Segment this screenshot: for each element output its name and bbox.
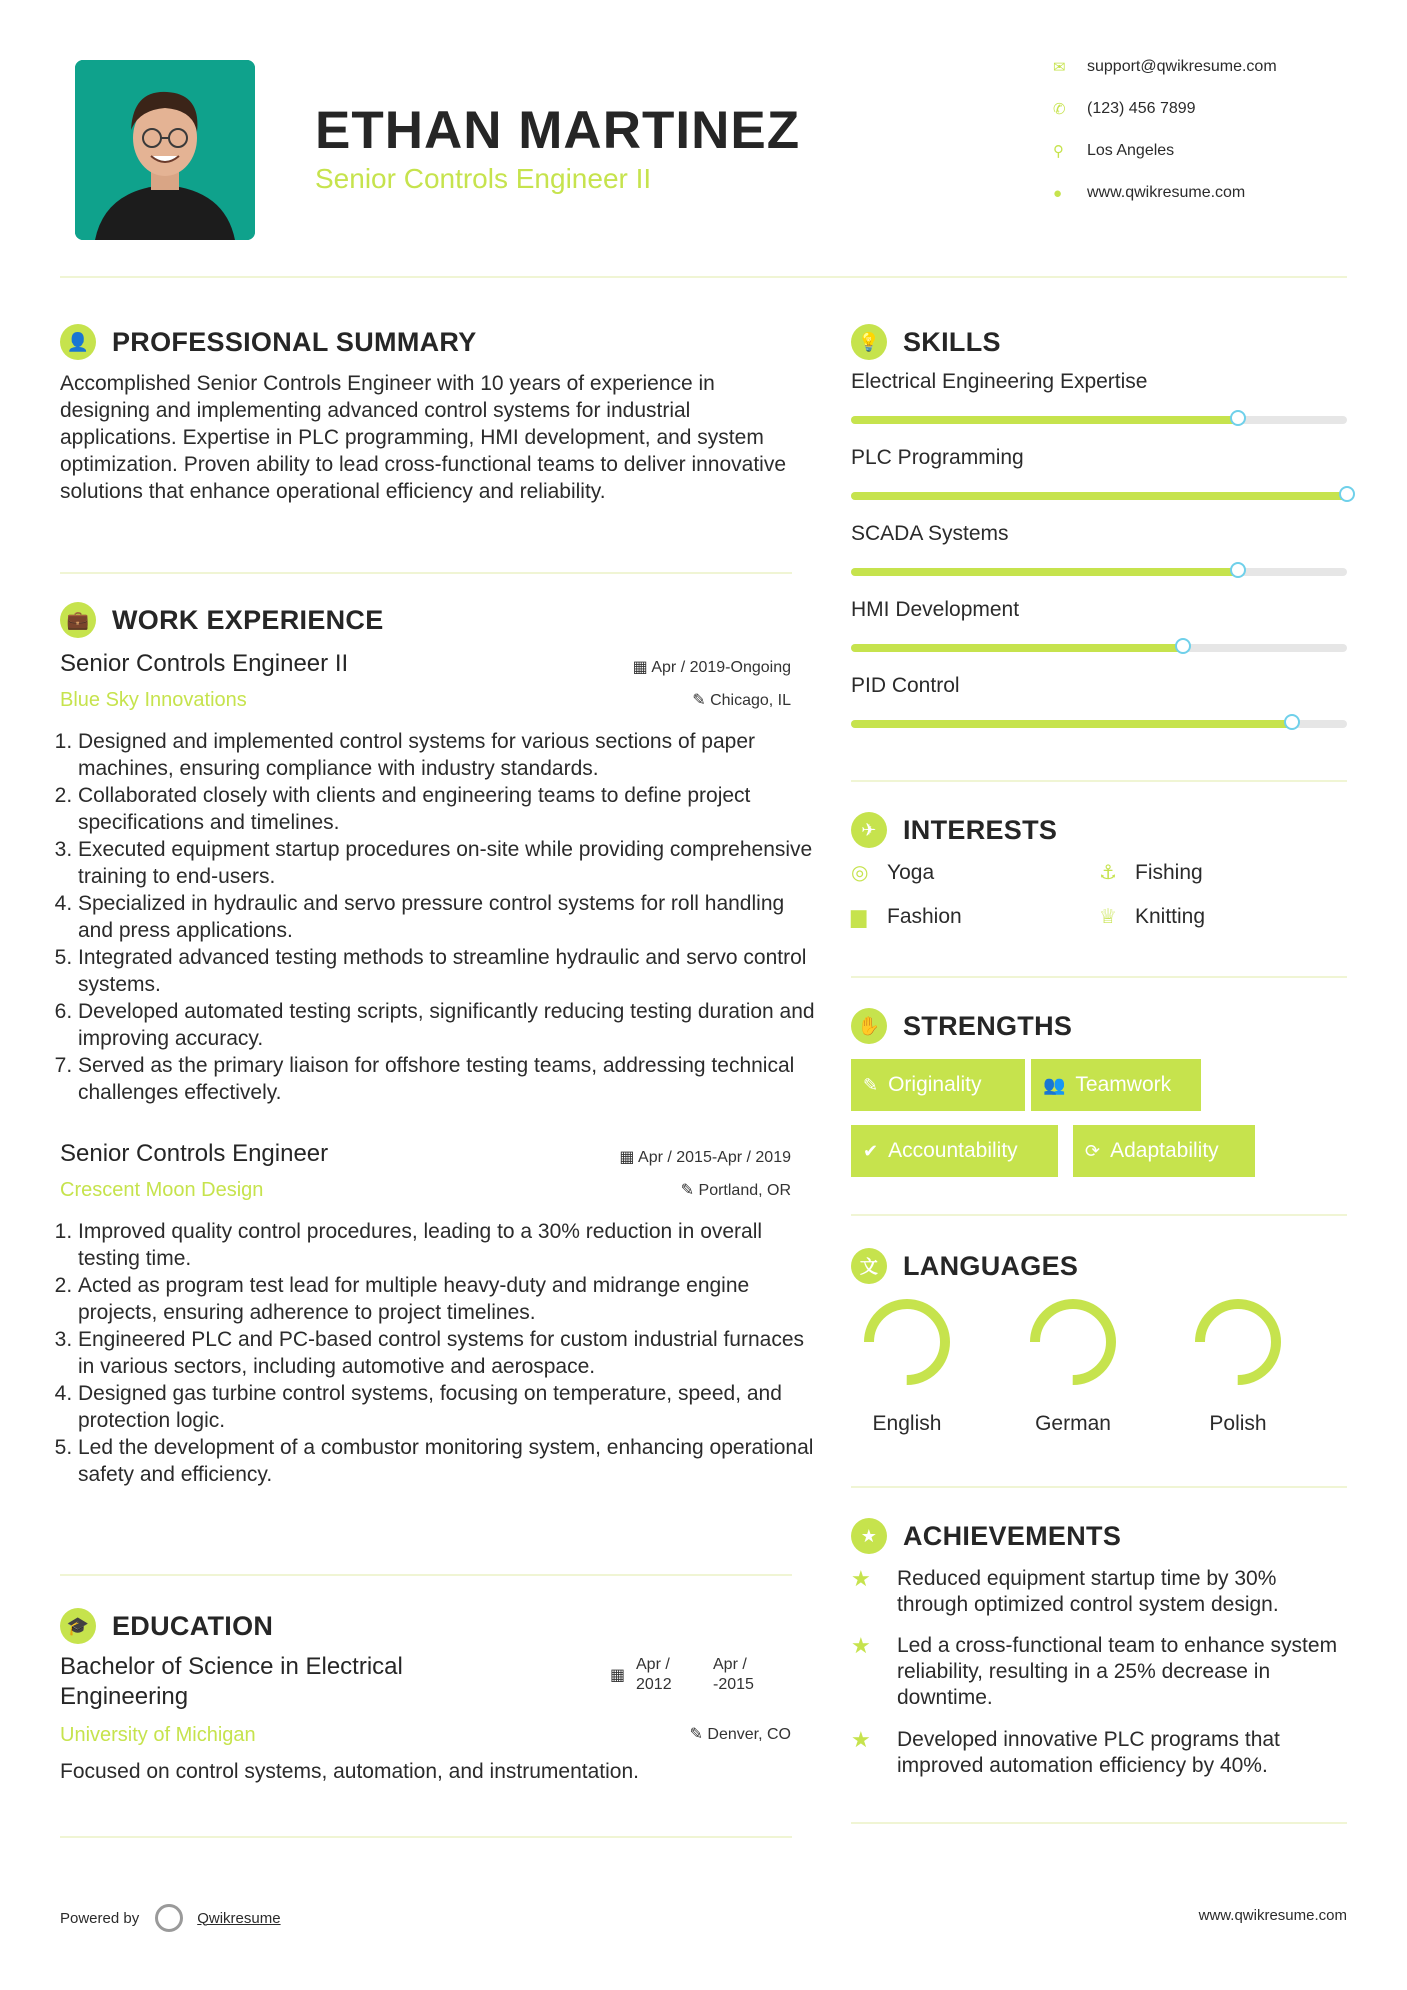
job-location	[692, 690, 791, 710]
degree-line: Engineering	[60, 1683, 189, 1710]
powered-by-label: Powered by	[60, 1909, 140, 1927]
interest-label: Yoga	[887, 860, 935, 884]
candidate-name: ETHAN MARTINEZ	[315, 101, 801, 160]
language-label: English	[872, 1412, 942, 1435]
skill-bar-knob	[1339, 486, 1355, 502]
language-ring	[1192, 1296, 1284, 1388]
section-strengths	[851, 1008, 1072, 1044]
users-icon: 👥	[1043, 1074, 1066, 1095]
strength-chip	[851, 1059, 1025, 1111]
header-divider	[60, 276, 1347, 278]
job-location-text: Portland, OR	[698, 1182, 791, 1199]
section-heading: INTERESTS	[903, 814, 1058, 845]
interest-item	[851, 904, 962, 929]
job-title: Senior Controls Engineer	[60, 1140, 329, 1167]
skill-bar	[851, 416, 1347, 424]
job-dates	[633, 657, 791, 677]
work-divider	[60, 1574, 792, 1576]
section-interests	[851, 812, 1057, 848]
job-title: Senior Controls Engineer II	[60, 650, 349, 677]
life-ring-icon: ◎	[851, 862, 869, 884]
list-item: 7. Served as the primary liaison for offshore testing teams, addressing technical challenges effectively.	[78, 1052, 818, 1106]
end-month: Apr /	[713, 1656, 747, 1673]
skill-bar-fill	[851, 568, 1238, 576]
start-year: 2012	[636, 1676, 672, 1693]
briefcase-icon: 💼	[60, 602, 96, 638]
candidate-title: Senior Controls Engineer II	[315, 163, 652, 194]
achievement-text: Reduced equipment startup time by 30% through optimized control system design.	[897, 1567, 1279, 1616]
section-languages	[851, 1248, 1078, 1284]
section-heading: ACHIEVEMENTS	[903, 1520, 1122, 1551]
section-achievements	[851, 1518, 1121, 1554]
skill-bar-knob	[1175, 638, 1191, 654]
end-year: 2015	[718, 1676, 754, 1693]
interests-divider	[851, 976, 1347, 978]
skill-bar-fill	[851, 644, 1183, 652]
hand-icon: ✋	[851, 1008, 887, 1044]
section-heading: PROFESSIONAL SUMMARY	[112, 326, 477, 357]
interest-label: Knitting	[1135, 904, 1206, 928]
strength-chip	[1031, 1059, 1201, 1111]
list-item: 6. Developed automated testing scripts, significantly reducing testing duration and improving accuracy.	[78, 998, 818, 1052]
summary-divider	[60, 572, 792, 574]
language-label: Polish	[1209, 1412, 1267, 1435]
list-item: 2. Collaborated closely with clients and engineering teams to define project specifications and timelines.	[78, 782, 818, 836]
job-dates-text: Apr / 2015-Apr / 2019	[638, 1149, 791, 1166]
envelope-icon: ✉	[1053, 59, 1066, 76]
interest-item	[1099, 860, 1203, 885]
list-item: 3. Executed equipment startup procedures on-site while providing comprehensive training to end-users.	[78, 836, 818, 890]
phone-icon: ✆	[1053, 101, 1066, 118]
avatar-illustration	[75, 60, 255, 240]
list-item: 3. Engineered PLC and PC-based control systems for custom industrial furnaces in various sectors, including automotive and aerospace.	[78, 1326, 818, 1380]
contact-phone-text: (123) 456 7899	[1087, 100, 1196, 117]
star-icon: ★	[851, 1566, 871, 1591]
calendar-icon: ▦	[619, 1149, 639, 1166]
skills-list	[851, 370, 1347, 750]
achievement-item	[851, 1566, 1347, 1618]
strengths-divider	[851, 1214, 1347, 1216]
language-level-arc	[869, 1304, 945, 1380]
section-education	[60, 1608, 273, 1644]
job-dates	[619, 1147, 791, 1167]
skill-label: Electrical Engineering Expertise	[851, 370, 1148, 393]
star-icon: ★	[851, 1727, 871, 1752]
contact-email[interactable]	[1053, 58, 1277, 76]
pin-icon: ✎	[689, 1726, 708, 1743]
list-item: 1. Improved quality control procedures, leading to a 30% reduction in overall testing time.	[78, 1218, 818, 1272]
refresh-icon: ⟳	[1085, 1140, 1101, 1161]
interest-label: Fashion	[887, 904, 962, 928]
skills-divider	[851, 780, 1347, 782]
section-heading: STRENGTHS	[903, 1010, 1073, 1041]
skill-bar-fill	[851, 416, 1238, 424]
list-item: 5. Integrated advanced testing methods to streamline hydraulic and servo control systems.	[78, 944, 818, 998]
strength-label: Adaptability	[1110, 1139, 1219, 1162]
strength-label: Teamwork	[1075, 1073, 1172, 1096]
shopping-bag-icon: ▆	[851, 906, 867, 928]
trophy-icon: ♕	[1099, 906, 1117, 928]
list-item: 4. Designed gas turbine control systems, focusing on temperature, speed, and protection logic.	[78, 1380, 818, 1434]
skill-bar	[851, 720, 1347, 728]
education-degree	[60, 1652, 403, 1712]
skill-bar-fill	[851, 492, 1347, 500]
job-company: Blue Sky Innovations	[60, 689, 247, 711]
job-company: Crescent Moon Design	[60, 1179, 264, 1201]
skill-bar-fill	[851, 720, 1292, 728]
skill-bar-knob	[1230, 562, 1246, 578]
job-bullets	[60, 1218, 818, 1488]
profile-photo	[75, 60, 255, 240]
section-heading: WORK EXPERIENCE	[112, 604, 384, 635]
check-circle-icon: ✔	[863, 1140, 879, 1161]
languages-divider	[851, 1486, 1347, 1488]
language-ring	[1027, 1296, 1119, 1388]
lightbulb-icon: 💡	[851, 324, 887, 360]
skill-label: PLC Programming	[851, 446, 1024, 469]
contact-website-text: www.qwikresume.com	[1087, 184, 1246, 201]
pin-icon: ✎	[692, 692, 711, 709]
calendar-icon: ▦	[610, 1667, 626, 1684]
section-heading: SKILLS	[903, 326, 1001, 357]
language-level-arc	[1035, 1304, 1111, 1380]
qwikresume-logo-icon	[155, 1904, 183, 1932]
job-bullets	[60, 728, 818, 1106]
calendar-icon: ▦	[632, 659, 652, 676]
paper-plane-icon: ✈	[851, 812, 887, 848]
interest-label: Fishing	[1135, 860, 1203, 884]
interest-item	[1099, 904, 1205, 929]
strength-label: Accountability	[888, 1139, 1018, 1162]
map-pin-icon: ⚲	[1053, 143, 1064, 160]
degree-line: Bachelor of Science in Electrical	[60, 1653, 403, 1680]
footer-powered-by	[60, 1904, 281, 1932]
contact-website[interactable]	[1053, 184, 1245, 202]
section-heading: LANGUAGES	[903, 1250, 1079, 1281]
interest-item	[851, 860, 934, 885]
star-icon: ★	[851, 1633, 871, 1658]
skill-bar-knob	[1230, 410, 1246, 426]
pencil-icon: ✎	[863, 1074, 879, 1095]
list-item: 5. Led the development of a combustor monitoring system, enhancing operational safety and efficiency.	[78, 1434, 818, 1488]
star-badge-icon: ★	[851, 1518, 887, 1554]
education-end	[713, 1655, 754, 1695]
language-level-arc	[1200, 1304, 1276, 1380]
contact-location	[1053, 142, 1174, 160]
user-icon: 👤	[60, 324, 96, 360]
education-divider	[60, 1836, 792, 1838]
education-school: University of Michigan	[60, 1724, 256, 1746]
summary-text: Accomplished Senior Controls Engineer with 10 years of experience in designing and implementing advanced control systems for industrial applications. Expertise in PLC programming, HMI development, and system optimization. Proven ability to lead cross-functional teams to deliver innovative solutions that enhance operational efficiency and reliability.	[60, 372, 787, 503]
achievement-item	[851, 1633, 1347, 1711]
section-heading: EDUCATION	[112, 1610, 274, 1641]
job-location-text: Chicago, IL	[710, 692, 791, 709]
list-item: 1. Designed and implemented control systems for various sections of paper machines, ensuring compliance with industry standards.	[78, 728, 818, 782]
start-month: Apr /	[636, 1656, 670, 1673]
achievements-divider	[851, 1822, 1347, 1824]
graduation-icon: 🎓	[60, 1608, 96, 1644]
globe-icon: ●	[1053, 184, 1063, 202]
strength-label: Originality	[888, 1073, 982, 1096]
list-item: 2. Acted as program test lead for multiple heavy-duty and midrange engine projects, ensuring adherence to project timelines.	[78, 1272, 818, 1326]
section-professional-summary	[60, 324, 477, 360]
skill-bar-knob	[1284, 714, 1300, 730]
achievement-text: Developed innovative PLC programs that improved automation efficiency by 40%.	[897, 1728, 1280, 1777]
skill-label: SCADA Systems	[851, 522, 1009, 545]
end-dash: -	[713, 1676, 719, 1693]
job-dates-text: Apr / 2019-Ongoing	[651, 659, 791, 676]
skill-label: PID Control	[851, 674, 960, 697]
language-icon: 文	[851, 1248, 887, 1284]
achievement-item	[851, 1727, 1347, 1779]
section-work-experience	[60, 602, 384, 638]
education-description: Focused on control systems, automation, and instrumentation.	[60, 1760, 639, 1783]
list-item: 4. Specialized in hydraulic and servo pressure control systems for roll handling and press applications.	[78, 890, 818, 944]
anchor-icon: ⚓	[1099, 862, 1117, 884]
job-location	[681, 1180, 791, 1200]
education-location-text: Denver, CO	[707, 1726, 791, 1743]
education-location	[690, 1724, 791, 1744]
skill-bar	[851, 492, 1347, 500]
pin-icon: ✎	[680, 1182, 699, 1199]
language-label: German	[1035, 1412, 1111, 1435]
skill-label: HMI Development	[851, 598, 1020, 621]
brand-link[interactable]: Qwikresume	[197, 1909, 281, 1927]
strength-chip	[851, 1125, 1058, 1177]
contact-location-text: Los Angeles	[1087, 142, 1175, 159]
education-start	[636, 1655, 672, 1695]
contact-email-text: support@qwikresume.com	[1087, 58, 1277, 75]
contact-phone[interactable]	[1053, 100, 1196, 118]
language-ring	[861, 1296, 953, 1388]
languages-list	[851, 1296, 1347, 1446]
skill-bar	[851, 568, 1347, 576]
footer-url[interactable]: www.qwikresume.com	[1198, 1907, 1347, 1924]
achievement-text: Led a cross-functional team to enhance system reliability, resulting in a 25% decrease in downtime.	[897, 1634, 1338, 1709]
skill-bar	[851, 644, 1347, 652]
strength-chip	[1073, 1125, 1255, 1177]
section-skills	[851, 324, 1001, 360]
